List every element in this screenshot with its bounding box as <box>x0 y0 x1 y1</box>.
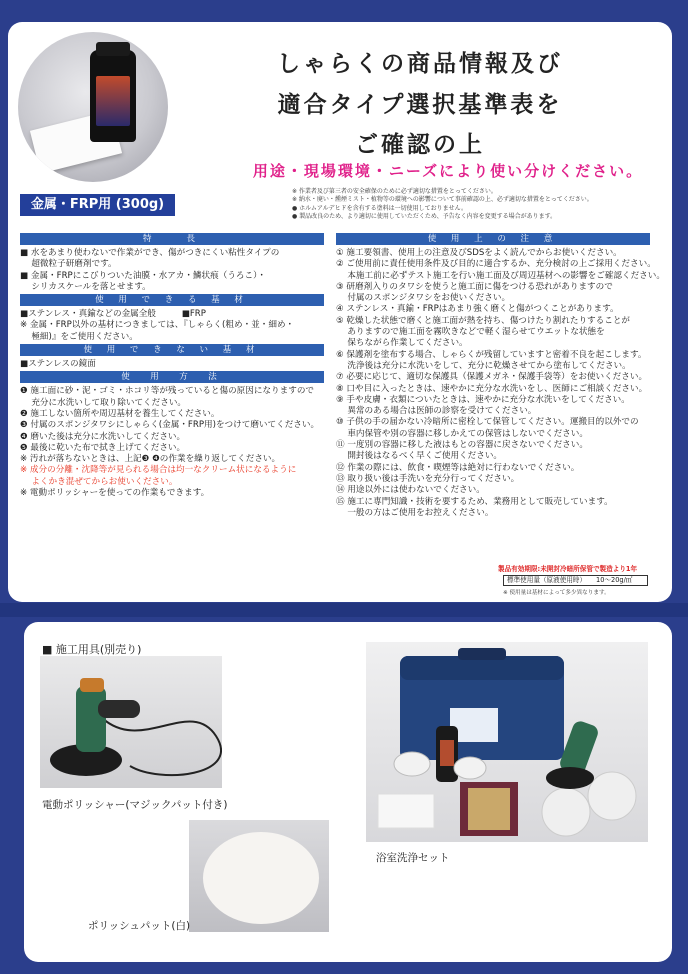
caution-line: ⑮ 施工に専門知識・技術を要するため、業務用として販売しています。 <box>336 496 613 507</box>
safety-notes <box>292 188 662 222</box>
caution-line: ③ 研磨剤入りのタワシを使うと施工面に傷をつける恐れがありますので <box>336 281 613 292</box>
usage-amount-box: 標準使用量（原液使用時） 10〜20g/㎡ <box>503 575 648 586</box>
headline-line-2: 適合タイプ選択基準表を <box>277 91 563 118</box>
cautions-heading: 使 用 上 の 注 意 <box>336 233 650 245</box>
unusable-heading: 使 用 で き な い 基 材 <box>20 344 324 356</box>
bath-set-photo <box>366 642 648 842</box>
caution-line: ⑨ 手や皮膚・衣類についたときは、速やかに充分な水洗いをしてください。 <box>336 394 630 405</box>
caution-line: ② ご使用前に責任使用条件及び目的に適合するか、充分検討の上ご採用ください。 <box>336 259 656 270</box>
caution-line: ⑬ 取り扱い後は手洗いを充分行ってください。 <box>336 473 520 484</box>
bottle-image <box>90 50 136 142</box>
features-heading: 特 長 <box>20 233 324 245</box>
method-line: ❷ 施工しない箇所や周辺基材を養生してください。 <box>20 408 220 419</box>
caution-line: 付属のスポンジタワシをお使いください。 <box>336 293 511 304</box>
bath-set-illustration <box>366 642 648 842</box>
usable-line: ※ 金属・FRP以外の基材につきましては、『しゃらく(粗め・並・細め・ <box>20 320 295 331</box>
caution-line: ⑤ 乾燥した状態で磨くと施工面が熱を持ち、傷つけたり割れたりすることが <box>336 315 631 326</box>
usage-note: ※ 使用量は基材によって多少異なります。 <box>503 590 610 596</box>
caution-line: 車内保管や別の容器に移しかえての保管はしないでください。 <box>336 428 588 439</box>
left-column <box>20 232 324 499</box>
note-line: ※ 作業者及び第三者の安全確保のために必ず適切な措置をとってください。 <box>292 188 497 195</box>
method-line: ※ 汚れが落ちないときは、上記❸ ❹の作業を繰り返してください。 <box>20 454 281 465</box>
bath-set-caption: 浴室洗浄セット <box>376 852 450 864</box>
cautions-list <box>336 248 665 519</box>
feature-line: ■ 金属・FRPにこびりついた油膜・水アカ・鱗状痕（うろこ）・ <box>20 270 267 281</box>
method-line: ❺ 最後に乾いた布で拭き上げてください。 <box>20 442 186 453</box>
caution-line: ⑧ 口や目に入ったときは、速やかに充分な水洗いをし、医師にご相談ください。 <box>336 383 648 394</box>
method-warning-line: ※ 成分の分離・沈降等が見られる場合は均一なクリーム状になるように <box>20 465 297 476</box>
caution-line: ④ ステンレス・真鍮・FRPはあまり強く磨くと傷がつくことがあります。 <box>336 304 619 315</box>
method-line: ※ 電動ポリッシャーを使っての作業もできます。 <box>20 488 210 499</box>
polish-pad-photo <box>189 820 329 932</box>
polish-pad-illustration <box>189 820 329 932</box>
caution-line: ありますので施工面を霧吹きなどで軽く湿らせてウエットな状態を <box>336 327 605 338</box>
caution-line: ⑫ 作業の際には、飲食・喫煙等は絶対に行わないでください。 <box>336 462 580 473</box>
usable-line: 極細)』をご使用ください。 <box>20 331 138 342</box>
method-line: 充分に水洗いして取り除いてください。 <box>20 397 187 408</box>
caution-line: 本施工前に必ずテスト施工を行い施工面及び周辺基材への影響をご確認ください。 <box>336 270 665 281</box>
tools-heading: ■ 施工用具(別売り) <box>42 643 142 656</box>
method-heading: 使 用 方 法 <box>20 371 324 383</box>
method-line: ❶ 施工面に砂・泥・ゴミ・ホコリ等が残っていると傷の原因になりますので <box>20 386 315 397</box>
method-line: ❹ 磨いた後は充分に水洗いしてください。 <box>20 431 186 442</box>
caution-line: ⑦ 必要に応じて、適切な保護具（保護メガネ・保護手袋等）をお使いください。 <box>336 372 648 383</box>
caution-line: 保ちながら作業してください。 <box>336 338 468 349</box>
polish-pad-caption: ポリッシュパット(白) <box>88 920 191 932</box>
feature-line: ■ 水をあまり使わないで作業ができ、傷がつきにくい粘性タイプの <box>20 248 280 258</box>
bottle-cap <box>96 42 130 56</box>
product-type-badge: 金属・FRP用 (300g) <box>20 194 175 216</box>
headline-line-1: しゃらくの商品情報及び <box>277 50 563 77</box>
caution-line: 洗浄後は充分に水洗いをして、充分に乾燥させてから塗布してください。 <box>336 360 631 371</box>
feature-line: シリカスケールを落とせます。 <box>20 281 151 292</box>
polisher-photo <box>40 656 222 788</box>
caution-line: 異常のある場合は医師の診察を受けてください。 <box>336 406 537 417</box>
panel-separator <box>0 603 688 617</box>
headline-line-3: ご確認の上 <box>355 131 485 158</box>
expiry-text: 製品有効期限:未開封冷暗所保管で製造より1年 <box>498 565 638 573</box>
unusable-line: ■ステンレスの鏡面 <box>20 359 96 370</box>
caution-line: ⑭ 用途以外には使わないでください。 <box>336 485 485 496</box>
right-column <box>336 232 665 519</box>
product-photo <box>18 32 168 182</box>
note-line: ● ホルムアルデヒドを含有する塗料は一切使用しておりません。 <box>292 204 468 212</box>
method-warning-line: よくかき混ぜてからお使いください。 <box>20 476 178 487</box>
polisher-illustration <box>40 656 222 788</box>
caution-line: 開封後はなるべく早くご使用ください。 <box>336 451 503 462</box>
feature-line: 超微粒子研磨剤です。 <box>20 259 117 270</box>
polisher-caption: 電動ポリッシャー(マジックパット付き) <box>42 799 228 811</box>
caution-line: ⑪ 一度別の容器に移した液はもとの容器に戻さないでください。 <box>336 440 588 451</box>
caution-line: ⑩ 子供の手の届かない冷暗所に密栓して保管してください。運搬目的以外での <box>336 417 639 428</box>
caution-line: 一般の方はご使用をお控えください。 <box>336 507 494 518</box>
method-line: ❸ 付属のスポンジタワシにしゃらく(金属・FRP用)をつけて磨いてください。 <box>20 420 320 431</box>
note-line: ● 製品改良のため、より適切に使用していただくため、予告なく内容を変更する場合があります。 <box>292 213 557 221</box>
usable-heading: 使 用 で き る 基 材 <box>20 294 324 306</box>
caution-line: ⑥ 保護剤を塗布する場合、しゃらくが残留していますと密着不良を起こします。 <box>336 349 647 360</box>
bottle-label <box>96 76 130 126</box>
caution-line: ① 施工要領書、使用上の注意及びSDSをよく読んでからお使いください。 <box>336 248 622 258</box>
headline-subtitle: 用途・現場環境・ニーズにより使い分けください。 <box>252 162 644 180</box>
note-line: ※ 納水・廃い・燻煙ミスト・植物等の環境への影響について事前確認の上、必ず適切な措置をとってください。 <box>292 196 593 204</box>
usable-line: ■ステンレス・真鍮などの金属全般 ■FRP <box>20 309 206 320</box>
